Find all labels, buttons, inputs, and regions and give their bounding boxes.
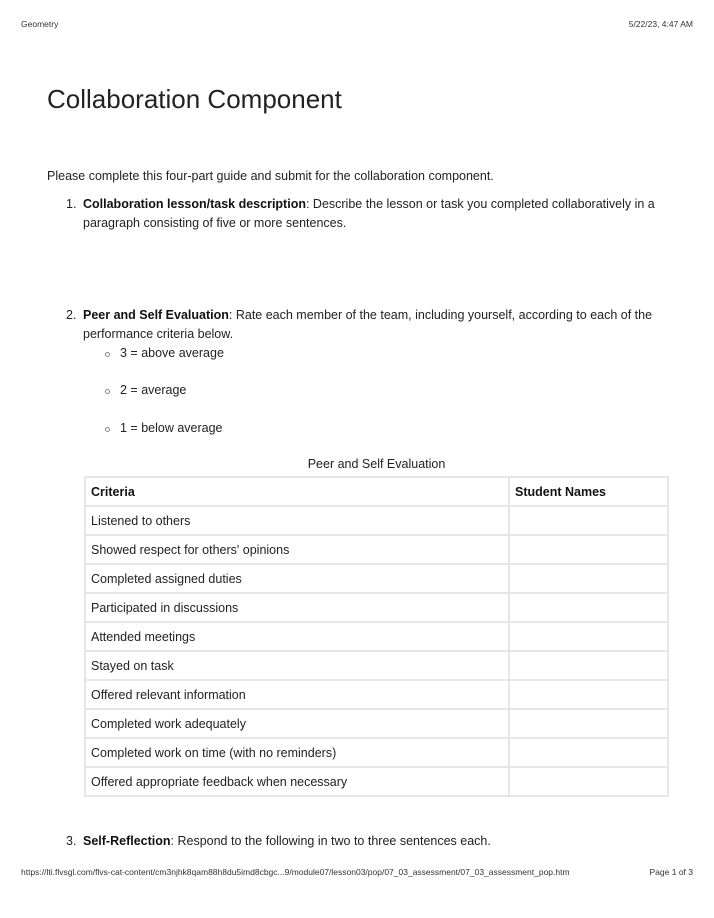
student-score-cell [509, 506, 668, 535]
header-datetime: 5/22/23, 4:47 AM [628, 19, 693, 29]
criteria-cell: Offered relevant information [85, 680, 509, 709]
item-heading: Peer and Self Evaluation [83, 308, 229, 322]
student-score-cell [509, 651, 668, 680]
circle-bullet-icon [105, 389, 110, 394]
student-score-cell [509, 680, 668, 709]
circle-bullet-icon [105, 427, 110, 432]
rating-label: 3 = above average [120, 346, 224, 360]
item-heading: Collaboration lesson/task description [83, 197, 306, 211]
criteria-cell: Completed work adequately [85, 709, 509, 738]
print-header [21, 19, 693, 29]
table-row [85, 593, 668, 622]
criteria-header: Criteria [85, 477, 509, 506]
table-row [85, 535, 668, 564]
rating-label: 1 = below average [120, 421, 223, 435]
item-text: : Respond to the following in two to three sentences each. [170, 834, 491, 848]
rating-label: 2 = average [120, 383, 187, 397]
list-number: 1. [66, 197, 77, 211]
criteria-cell: Attended meetings [85, 622, 509, 651]
rating-bullet [105, 421, 223, 435]
student-score-cell [509, 622, 668, 651]
table-row [85, 564, 668, 593]
item-text: : Rate each member of the team, including yourself, according to each of the performance criteria below. [83, 308, 653, 341]
criteria-cell: Showed respect for others' opinions [85, 535, 509, 564]
student-score-cell [509, 709, 668, 738]
footer-url: https://lti.flvsgl.com/flvs-cat-content/cm3njhk8qam88h8du5imd8cbgc...9/module07/lesson03/pop/07_03_assessment/07_03_assessment_pop.htm [21, 867, 570, 877]
rating-bullet [105, 346, 224, 360]
header-course-title: Geometry [21, 19, 59, 29]
table-row [85, 506, 668, 535]
table-header-row [85, 477, 668, 506]
table-row [85, 651, 668, 680]
table-row [85, 680, 668, 709]
student-names-header: Student Names [509, 477, 668, 506]
criteria-cell: Completed work on time (with no reminders) [85, 738, 509, 767]
evaluation-table [84, 476, 669, 797]
item-heading: Self-Reflection [83, 834, 171, 848]
list-item-2 [66, 306, 666, 344]
circle-bullet-icon [105, 352, 110, 357]
table-row [85, 767, 668, 796]
student-score-cell [509, 535, 668, 564]
student-score-cell [509, 738, 668, 767]
intro-text: Please complete this four-part guide and submit for the collaboration component. [47, 169, 494, 183]
item-text: : Describe the lesson or task you completed collaboratively in a paragraph consisting of five or more sentences. [83, 197, 655, 230]
list-number: 3. [66, 834, 77, 848]
page-title: Collaboration Component [47, 84, 342, 114]
criteria-cell: Participated in discussions [85, 593, 509, 622]
list-item-1 [66, 195, 666, 233]
table-row [85, 622, 668, 651]
student-score-cell [509, 564, 668, 593]
table-row [85, 709, 668, 738]
student-score-cell [509, 593, 668, 622]
print-footer [21, 867, 693, 877]
footer-page-number: Page 1 of 3 [649, 867, 693, 877]
table-row [85, 738, 668, 767]
table-caption: Peer and Self Evaluation [307, 457, 446, 471]
criteria-cell: Completed assigned duties [85, 564, 509, 593]
criteria-cell: Offered appropriate feedback when necessary [85, 767, 509, 796]
list-item-3 [66, 832, 666, 851]
criteria-cell: Stayed on task [85, 651, 509, 680]
rating-bullet [105, 383, 186, 397]
student-score-cell [509, 767, 668, 796]
criteria-cell: Listened to others [85, 506, 509, 535]
list-number: 2. [66, 308, 77, 322]
